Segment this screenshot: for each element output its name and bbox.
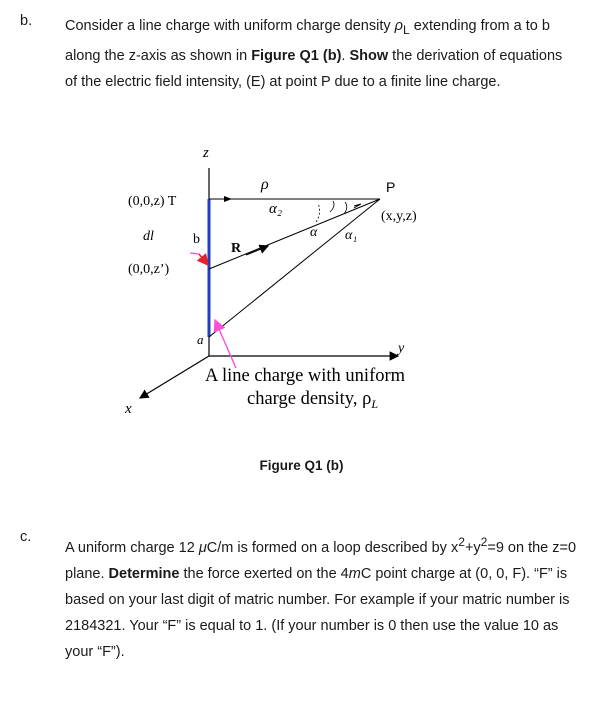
figure-caption: Figure Q1 (b) [259, 458, 344, 473]
a-label: a [197, 332, 204, 347]
angle-arc-2 [344, 202, 347, 214]
r-vector-arrow [246, 246, 268, 255]
rho-label: ρ [261, 176, 269, 193]
alpha1-label: α₁ [345, 228, 358, 243]
z-axis-label: z [203, 145, 209, 161]
annotation-line1: A line charge with uniform [205, 366, 406, 386]
y-axis-label: y [398, 341, 405, 356]
r-label: R [231, 241, 242, 256]
question-b-label: b. [20, 13, 33, 29]
question-b-text: Consider a line charge with uniform charge density $\rho_L$ extending from a to b along the z-axis as shown in Figure Q1 (b). Show the derivation of equations of the electric field intensity, (E) at point P due to a finite line charge. [65, 18, 563, 90]
b-label: b [193, 232, 200, 247]
point-t-label: (0,0,z) T [128, 194, 177, 209]
angle-arc-alpha1 [330, 201, 334, 212]
x-axis-label: x [125, 401, 132, 417]
annotation-line2: charge density, $\rho_L$ [247, 389, 378, 411]
question-c-label: c. [20, 529, 32, 545]
x-axis-line [140, 356, 209, 398]
alpha-label: α [310, 225, 318, 240]
dl-arrow [199, 254, 208, 265]
point-p-coords: (x,y,z) [381, 209, 417, 224]
determine-keyword: Determine [108, 565, 180, 582]
source-point-label: (0,0,z’) [128, 262, 170, 277]
ray-from-bottom [209, 199, 380, 337]
alpha2-label: α₂ [269, 201, 283, 217]
dl-pointer [190, 253, 199, 254]
show-keyword: Show [349, 47, 389, 64]
annotation-pointer [215, 320, 236, 368]
angle-arc-alpha [316, 203, 320, 222]
point-p-label: P [386, 179, 396, 195]
rho-symbol: ρ [394, 18, 403, 34]
dl-label: dl [143, 229, 154, 244]
question-c-text: A uniform charge 12 μC/m is formed on a loop described by $x^2+y^2=9$ on the z=0 plane. Determine the force exerted on the 4mC point charge at (0, 0, F). “F” is based on your last digit of matric number. For example if your matric number is 2184321. Your “F” is equal to 1. (If your number is 0 then use the value 10 as your “F”). [65, 535, 577, 660]
figure-reference: Figure Q1 (b) [251, 47, 342, 64]
